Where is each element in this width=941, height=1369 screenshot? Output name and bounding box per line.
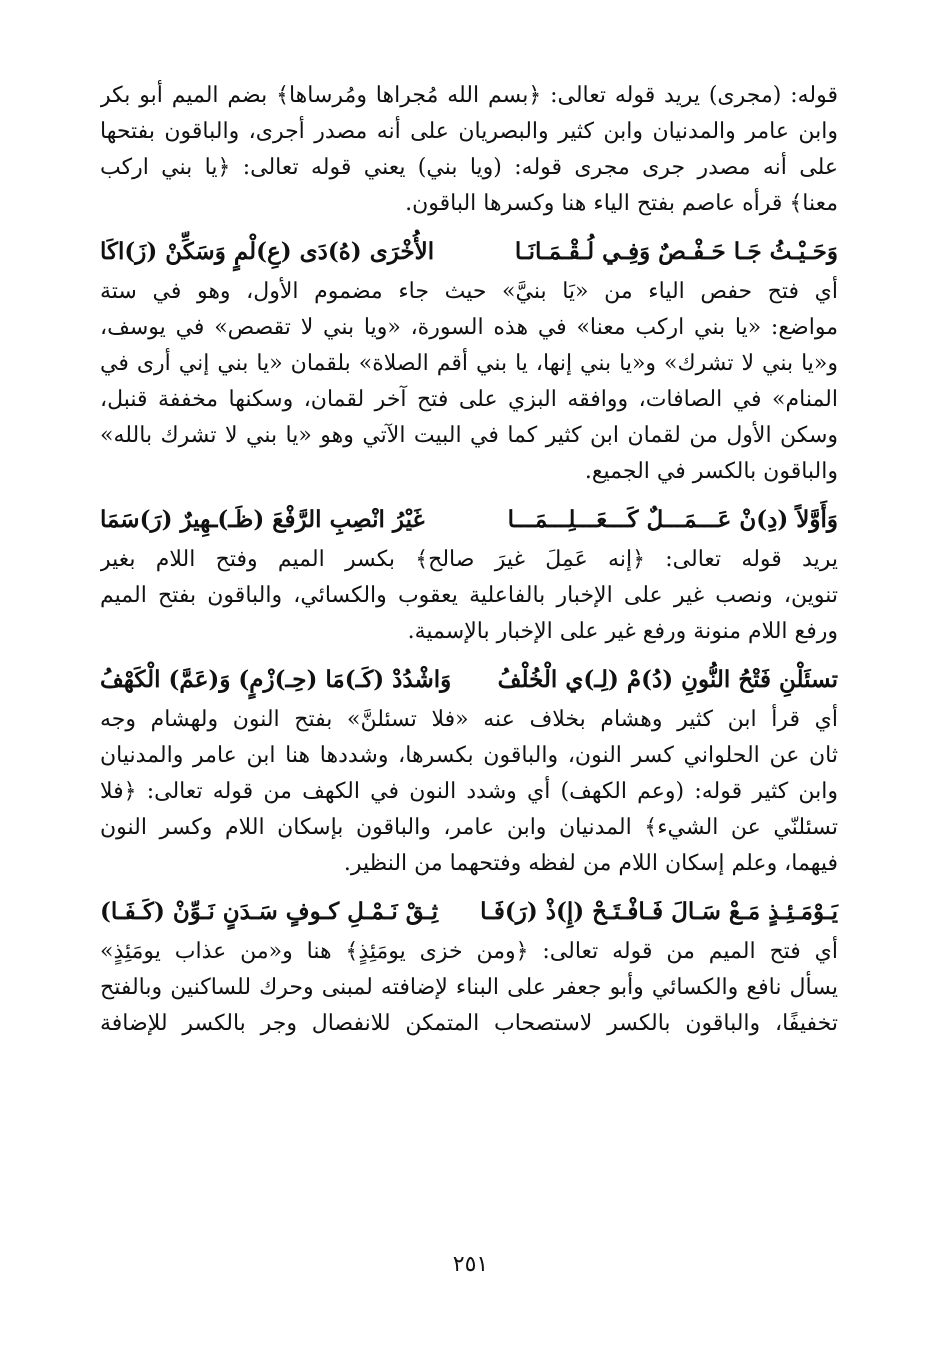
text-line: أي قرأ ابن كثير وهشام بخلاف عنه «فلا تسئلنَّ» بفتح النون ولهشام وجه	[100, 707, 838, 732]
book-page-body	[100, 78, 838, 1050]
text-line: والباقون بالكسر في الجميع.	[584, 459, 838, 484]
text-line: تنوين، ونصب غير على الإخبار بالفاعلية يعقوب والكسائي، والباقون بفتح الميم	[100, 583, 838, 608]
text-line: على أنه مصدر جرى مجرى قوله: (ويا بني) يعني قوله تعالى: ﴿يا بني اركب	[100, 155, 838, 180]
verse-first-hemistich: وَأَوَّلاً (دِ)نْ عَـــمَـــلٌ كَـــعَـــلِـــمَـــا	[507, 506, 838, 533]
text-line: تسئلنّي عن الشيء﴾ المدنيان وابن عامر، والباقون بإسكان اللام وكسر النون	[100, 815, 838, 840]
verse-second-hemistich: الأُخْرَى (هُ)دَى (عِ)لْمٍ وَسَكِّنْ (زَ)اكَا	[100, 238, 435, 265]
verse-second-hemistich: ثِـقْ نَـمْـلِ كـوفٍ سَـدَنٍ نَـوِّنْ (كَـفَـا)	[100, 898, 439, 925]
text-line: يسأل نافع والكسائي وأبو جعفر على البناء لإضافته لمبنى وحرك للساكنين وبالفتح	[100, 975, 838, 1000]
prose-paragraph	[100, 78, 838, 222]
text-line: فيهما، وعلم إسكان اللام من لفظه وفتحهما من النظير.	[343, 851, 838, 876]
text-line: أي فتح حفص الياء من «يَا بنيَّ» حيث جاء مضموم الأول، وهو في ستة	[100, 279, 838, 304]
poem-verse	[100, 498, 838, 542]
text-line: وسكن الأول من لقمان ابن كثير كما في البيت الآتي وهو «يا بني لا تشرك بالله»	[100, 423, 838, 448]
prose-paragraph	[100, 542, 838, 650]
text-line: مواضع: «يا بني اركب معنا» في هذه السورة، «ويا بني لا تقصص» في يوسف،	[100, 315, 838, 340]
text-line: وابن كثير قوله: (وعم الكهف) أي وشدد النون في الكهف من قوله تعالى: ﴿فلا	[100, 779, 838, 804]
text-line: يريد قوله تعالى: ﴿إنه عَمِلَ غيرَ صالح﴾ بكسر الميم وفتح اللام بغير	[100, 547, 838, 572]
text-line: قوله: (مجرى) يريد قوله تعالى: ﴿بسم الله مُجراها ومُرساها﴾ بضم الميم أبو بكر	[100, 83, 838, 108]
text-line: و«يا بني لا تشرك» و«يا بني إنها، يا بني أقم الصلاة» بلقمان «يا بني إني أرى في	[100, 351, 838, 376]
text-line: تخفيفًا، والباقون بالكسر لاستصحاب المتمكن للانفصال وجر بالكسر للإضافة	[100, 1011, 838, 1036]
verse-second-hemistich: غَيْرُ انْصِبِ الرَّفْعَ (ظَـ)ـهِيرٌ (رَ)سَمَا	[100, 506, 425, 533]
text-line: معنا﴾ قرأه عاصم بفتح الياء هنا وكسرها الباقون.	[405, 191, 838, 216]
poem-verse	[100, 658, 838, 702]
text-line: ثان عن الحلواني كسر النون، والباقون بكسرها، وشددها هنا ابن عامر والمدنيان	[100, 743, 838, 768]
poem-verse	[100, 890, 838, 934]
prose-paragraph	[100, 934, 838, 1042]
page-number: ٢٥١	[452, 1252, 489, 1277]
verse-first-hemistich: وَحَـيْـثُ جَـا حَـفْـصٌ وَفِـي لُـقْـمَـانَـا	[514, 238, 838, 265]
prose-paragraph	[100, 274, 838, 490]
verse-first-hemistich: تسئَلْنِ فَتْحُ النُّونِ (دُ)مْ (لِـ)ي الْخُلْفُ	[497, 666, 838, 693]
verse-second-hemistich: وَاشْدُدْ (كَـ)مَا (حِـ)زْمٍ) وَ(عَمَّ) الْكَهْفُ	[100, 666, 452, 693]
text-line: وابن عامر والمدنيان وابن كثير والبصريان على أنه مصدر أجرى، والباقون بفتحها	[100, 119, 838, 144]
prose-paragraph	[100, 702, 838, 882]
text-line: أي فتح الميم من قوله تعالى: ﴿ومن خزى يومَئِذٍ﴾ هنا و«من عذاب يومَئِذٍ»	[100, 939, 838, 964]
text-line: ورفع اللام منونة ورفع غير على الإخبار بالإسمية.	[407, 619, 838, 644]
text-line: المنام» في الصافات، ووافقه البزي على فتح آخر لقمان، وسكنها مخففة قنبل،	[100, 387, 838, 412]
poem-verse	[100, 230, 838, 274]
verse-first-hemistich: يَـوْمَـئِـذٍ مَـعْ سَـالَ فَـافْـتَـحْ (إِ)ذْ (رَ)فَـا	[480, 898, 838, 925]
